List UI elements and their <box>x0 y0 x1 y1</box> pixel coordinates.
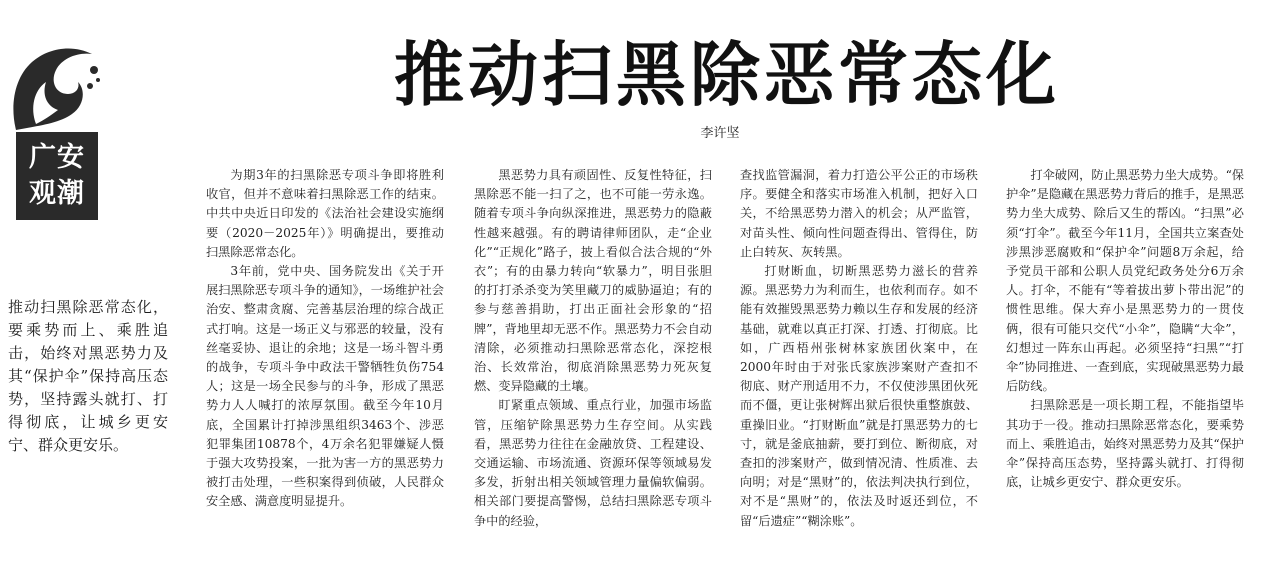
paragraph: 打财断血，切断黑恶势力滋长的营养源。黑恶势力为利而生，也依利而存。如不能有效摧毁黑恶势力赖以生存和发展的经济基础，就难以真正打深、打透、打彻底。比如，广西梧州张树林家族团伙案中，在2000年时由于对张氏家族涉案财产查扣不彻底、财产刑适用不力，不仅使涉黑团伙死而不僵，更让张树辉出狱后很快重整旗鼓、重操旧业。“打财断血”就是打黑恶势力的七寸，就是釜底抽薪，要打到位、断彻底，对查扣的涉案财产，做到情况清、性质准、去向明；对是“黑财”的，依法判决执行到位，对不是“黑财”的，依法及时返还到位，不留“后遗症”“糊涂账”。 <box>740 264 978 528</box>
paragraph: 盯紧重点领域、重点行业，加强市场监管，压缩铲除黑恶势力生存空间。从实践看，黑恶势力往往在金融放贷、工程建设、交通运输、市场流通、资源环保等领域易发多发，折射出相关领域管理力量偏软偏弱。相关部门要提高警惕，总结扫黑除恶专项斗争中的经验， <box>474 398 712 528</box>
article-column-2 <box>474 166 712 550</box>
wave-icon <box>6 36 104 132</box>
article-column-1 <box>206 166 444 550</box>
paragraph: 为期3年的扫黑除恶专项斗争即将胜利收官，但并不意味着扫黑除恶工作的结束。中共中央近日印发的《法治社会建设实施纲要（2020－2025年）》明确提出，要推动扫黑除恶常态化。 <box>206 168 444 259</box>
paragraph: 扫黑除恶是一项长期工程，不能指望毕其功于一役。推动扫黑除恶常态化，要乘势而上、乘胜追击，始终对黑恶势力及其“保护伞”保持高压态势，坚持露头就打、打得彻底，让城乡更安宁、群众更安乐。 <box>1006 398 1244 490</box>
column-logo <box>6 36 104 224</box>
column-logo-badge <box>16 132 98 220</box>
paragraph: 打伞破网，防止黑恶势力坐大成势。“保护伞”是隐藏在黑恶势力背后的推手，是黑恶势力坐大成势、除后又生的帮凶。“扫黑”必须“打伞”。截至今年11月，全国共立案查处涉黑涉恶腐败和“保护伞”问题8万余起，给予党员干部和公职人员党纪政务处分6万余人。打伞，不能有“等着拔出萝卜带出泥”的惯性思维。保大弃小是黑恶势力的一贯伎俩，很有可能只交代“小伞”，隐瞒“大伞”，幻想过一阵东山再起。必须坚持“扫黑”“打伞”协同推进、一查到底，实现破黑恶势力最后防线。 <box>1006 168 1244 394</box>
column-logo-line2: 观潮 <box>29 178 85 209</box>
article-column-3 <box>740 166 978 550</box>
paragraph: 3年前，党中央、国务院发出《关于开展扫黑除恶专项斗争的通知》，一场维护社会治安、整肃贪腐、完善基层治理的综合战正式打响。这是一场正义与邪恶的较量，没有丝毫妥协、退让的余地；这是一场斗智斗勇的战争，专项斗争中政法干警牺牲负伤754人；这是一场全民参与的斗争，形成了黑恶势力人人喊打的浓厚氛围。截至今年10月底，全国累计打掉涉黑组织3463个、涉恶犯罪集团10878个，4万余名犯罪嫌疑人慑于强大攻势投案，一批为害一方的黑恶势力被打击处理，一些积案得到侦破，人民群众安全感、满意度明显提升。 <box>206 264 444 509</box>
headline: 推动扫黑除恶常态化 <box>394 34 1060 116</box>
paragraph: 查找监管漏洞，着力打造公平公正的市场秩序。要健全和落实市场准入机制，把好入口关，不给黑恶势力潜入的机会；从严监管，对苗头性、倾向性问题查得出、管得住，防止白转灰、灰转黑。 <box>740 168 978 259</box>
paragraph: 黑恶势力具有顽固性、反复性特征，扫黑除恶不能一扫了之，也不可能一劳永逸。随着专项斗争向纵深推进，黑恶势力的隐蔽性越来越强。有的聘请律师团队，走“企业化”“正规化”路子，披上看似合法合规的“外衣”；有的由暴力转向“软暴力”，明目张胆的打打杀杀变为笑里藏刀的威胁逼迫；有的参与慈善捐助，打出正面社会形象的“招牌”，背地里却无恶不作。黑恶势力不会自动清除，必须推动扫黑除恶常态化，深挖根治、长效常治，彻底消除黑恶势力死灰复燃、变异隐藏的土壤。 <box>474 168 712 394</box>
article-column-4 <box>1006 166 1244 550</box>
column-logo-line1: 广安 <box>29 142 85 173</box>
intro-summary: 推动扫黑除恶常态化，要乘势而上、乘胜追击，始终对黑恶势力及其“保护伞”保持高压态势，坚持露头就打、打得彻底，让城乡更安宁、群众更安乐。 <box>8 298 168 454</box>
byline: 李许坚 <box>700 126 740 141</box>
